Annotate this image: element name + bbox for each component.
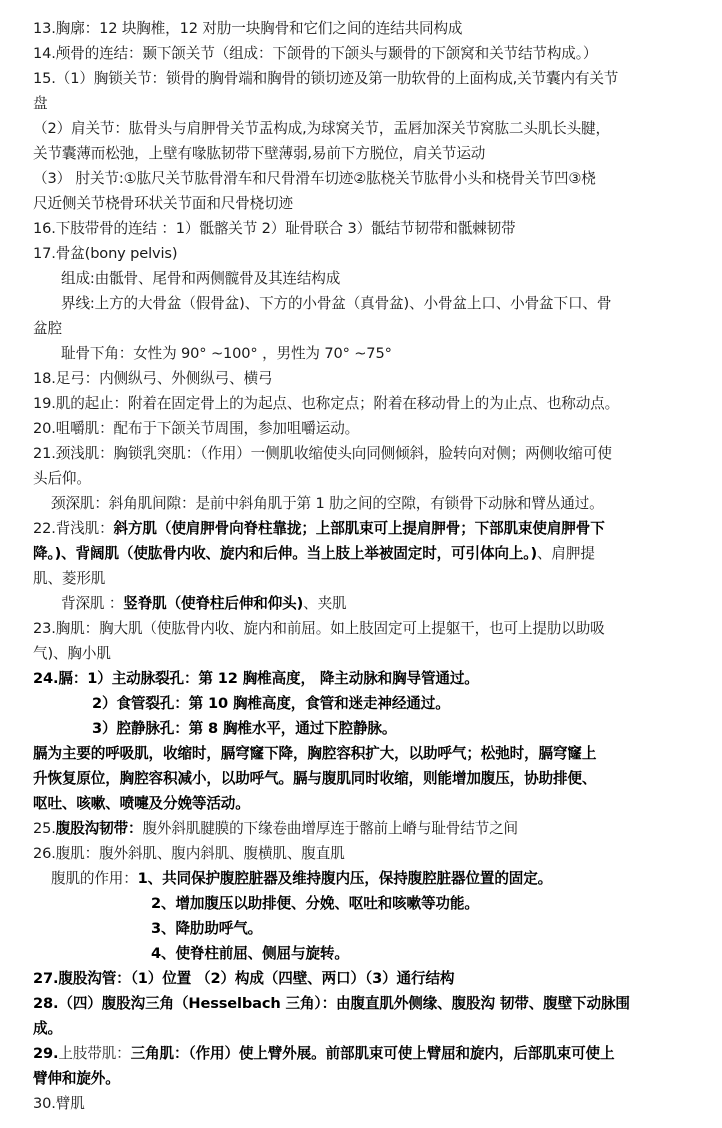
text-span: 膈为主要的呼吸肌，收缩时，膈穹窿下降，胸腔容积扩大，以助呼气；松弛时，膈穹窿上 [33,745,597,762]
text-line [33,642,722,666]
text-line [33,417,722,441]
text-span: 30.臂肌 [33,1095,85,1112]
text-span-bold: 降。)、背阔肌（使肱骨内收、旋内和后伸。当上肢上举被固定时，可引体向上。) [33,545,537,562]
text-line-bold [33,792,722,816]
text-span: 肌、菱形肌 [33,570,106,587]
text-line [33,92,722,116]
text-span: 14.颅骨的连结：颞下颌关节（组成：下颌骨的下颌头与颞骨的下颌窝和关节结节构成。） [33,45,598,62]
text-line [33,517,722,541]
text-span: 盘 [33,95,48,112]
text-span: 22.背浅肌： [33,520,114,537]
text-span: 16.下肢带骨的连结 ：1）骶髂关节 2）耻骨联合 3）骶结节韧带和骶棘韧带 [33,220,516,237]
text-span-bold: 斜方肌（使肩胛骨向脊柱靠拢；上部肌束可上提肩胛骨；下部肌束使肩胛骨下 [113,520,605,537]
text-span: 19.肌的起止：附着在固定骨上的为起点、也称定点；附着在移动骨上的为止点、也称动点。 [33,395,620,412]
text-span-bold: 竖脊肌（使脊柱后伸和仰头) [123,595,304,612]
text-span: 成。 [33,1020,62,1037]
text-span: 24.膈：1）主动脉裂孔：第 12 胸椎高度， 降主动脉和胸导管通过。 [33,670,479,687]
text-span: （2）肩关节：肱骨头与肩胛骨关节盂构成,为球窝关节，盂唇加深关节窝肱二头肌长头腱， [33,120,610,137]
text-span: 气)、胸小肌 [33,645,111,662]
text-line-bold [33,1017,722,1041]
text-span: 背深肌 ： [61,595,124,612]
text-line [33,542,722,566]
text-line [61,267,722,291]
text-span: 17.骨盆(bony pelvis) [33,245,178,262]
text-line [33,367,722,391]
text-span: 2、增加腹压以助排便、分娩、呕吐和咳嗽等功能。 [151,895,479,912]
text-line-bold [33,1067,722,1091]
text-line [33,442,722,466]
text-span: 升恢复原位，胸腔容积减小，以助呼气。膈与腹肌同时收缩，则能增加腹压，协助排便、 [33,770,597,787]
text-span: 关节囊薄而松弛，上壁有喙肱韧带下壁薄弱,易前下方脱位，肩关节运动 [33,145,486,162]
text-span: 18.足弓：内侧纵弓、外侧纵弓、横弓 [33,370,273,387]
text-line [33,617,722,641]
text-line [33,842,722,866]
text-line-bold [33,967,722,991]
text-span-bold: 腹股沟韧带： [55,820,143,837]
text-line [61,292,722,316]
text-span: 26.腹肌：腹外斜肌、腹内斜肌、腹横肌、腹直肌 [33,845,345,862]
text-span: 腹肌的作用： [51,870,138,887]
text-span: 颈深肌：斜角肌间隙：是前中斜角肌于第 1 肋之间的空隙，有锁骨下动脉和臂丛通过。 [51,495,604,512]
text-line-bold [92,692,722,716]
text-span-bold: 三角肌：（作用）使上臂外展。前部肌束可使上臂屈和旋内，后部肌束可使上 [130,1045,615,1062]
text-span: 25. [33,820,56,837]
text-line [33,142,722,166]
text-span: 耻骨下角：女性为 90° ~100° ，男性为 70° ~75° [61,345,392,362]
text-line [33,317,722,341]
text-span: 3、降肋助呼气。 [151,920,263,937]
text-span: 腹外斜肌腱膜的下缘卷曲增厚连于髂前上嵴与耻骨结节之间 [142,820,518,837]
text-span: 2）食管裂孔：第 10 胸椎高度，食管和迷走神经通过。 [92,695,450,712]
text-line [33,392,722,416]
text-span: 13.胸廓：12 块胸椎，12 对肋一块胸骨和它们之间的连结共同构成 [33,20,463,37]
text-span: 、肩胛提 [536,545,595,562]
text-line [33,567,722,591]
text-span: 、夹肌 [303,595,347,612]
text-line [33,1092,722,1116]
text-line-bold [151,892,722,916]
text-span: 27.腹股沟管：（1）位置 （2）构成（四壁、两口）（3）通行结构 [33,970,455,987]
text-span: 组成:由骶骨、尾骨和两侧髋骨及其连结构成 [61,270,341,287]
text-line [51,867,722,891]
text-line [33,167,722,191]
text-line-bold [33,667,722,691]
text-span: 3）腔静脉孔：第 8 胸椎水平，通过下腔静脉。 [92,720,397,737]
text-span: 臂伸和旋外。 [33,1070,120,1087]
text-line [33,817,722,841]
text-span: 上肢带肌： [58,1045,131,1062]
text-line [61,342,722,366]
text-span-bold: 1、共同保护腹腔脏器及维持腹内压，保持腹腔脏器位置的固定。 [137,870,553,887]
text-line [33,467,722,491]
text-span: 呕吐、咳嗽、喷嚏及分娩等活动。 [33,795,250,812]
text-line-bold [151,942,722,966]
text-line-bold [33,992,722,1016]
text-span: 20.咀嚼肌：配布于下颌关节周围，参加咀嚼运动。 [33,420,360,437]
text-line [33,42,722,66]
text-line [33,242,722,266]
text-line [33,1042,722,1066]
text-span: （3） 肘关节:①肱尺关节肱骨滑车和尺骨滑车切迹②肱桡关节肱骨小头和桡骨关节凹③桡 [33,170,596,187]
text-line [33,117,722,141]
text-span: 28.（四）腹股沟三角（Hesselbach 三角）：由腹直肌外侧缘、腹股沟 韧带、腹壁下动脉围 [33,995,630,1012]
text-line [33,17,722,41]
text-span: 15.（1）胸锁关节：锁骨的胸骨端和胸骨的锁切迹及第一肋软骨的上面构成,关节囊内有关节 [33,70,619,87]
text-span: 21.颈浅肌：胸锁乳突肌：（作用）一侧肌收缩使头向同侧倾斜，脸转向对侧；两侧收缩可使 [33,445,612,462]
text-line [61,592,722,616]
text-line-bold [33,742,722,766]
text-span: 头后仰。 [33,470,91,487]
text-span: 尺近侧关节桡骨环状关节面和尺骨桡切迹 [33,195,293,212]
text-line-bold [92,717,722,741]
text-span-bold: 29. [33,1045,59,1062]
text-line [33,217,722,241]
text-line [51,492,722,516]
text-span: 23.胸肌：胸大肌（使肱骨内收、旋内和前屈。如上肢固定可上提躯干，也可上提肋以助吸 [33,620,605,637]
text-line [33,192,722,216]
text-span: 4、使脊柱前屈、侧屈与旋转。 [151,945,349,962]
text-span: 界线:上方的大骨盆（假骨盆)、下方的小骨盆（真骨盆)、小骨盆上口、小骨盆下口、骨 [61,295,612,312]
text-line-bold [33,767,722,791]
text-span: 盆腔 [33,320,62,337]
text-line-bold [151,917,722,941]
text-line [33,67,722,91]
